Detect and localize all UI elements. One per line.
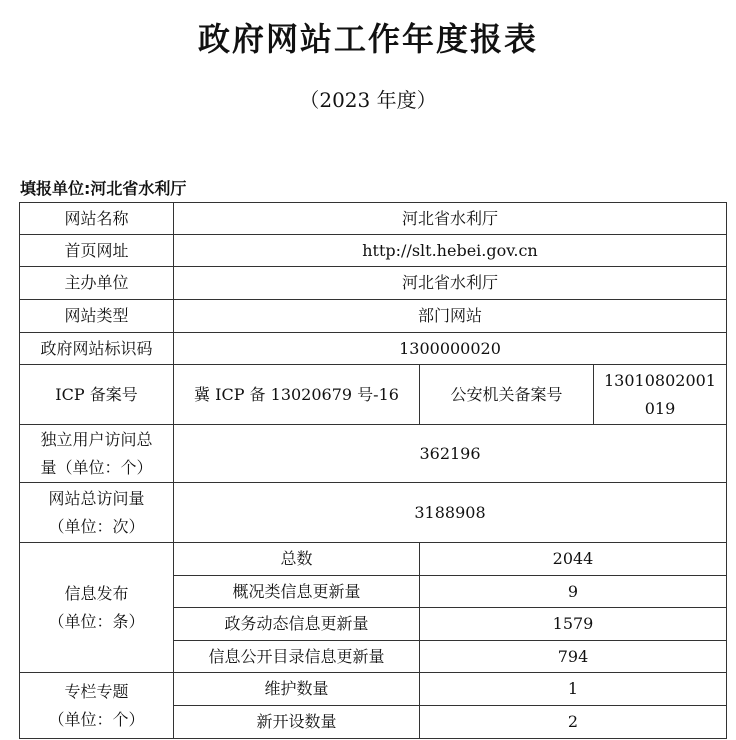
publishing-row-value: 2044 [420,543,727,576]
total-visits-label [20,483,174,543]
report-title: 政府网站工作年度报表 [197,20,538,58]
table-row [20,425,727,483]
total-visits-label-line2: （单位：次） [48,516,145,536]
publishing-label-line1: 信息发布 [64,583,129,603]
sponsor-label: 主办单位 [20,267,174,300]
table-row [20,543,727,576]
publishing-label-line2: （单位：条） [48,611,145,631]
total-visits-label-line1: 网站总访问量 [48,488,145,508]
icp-label: ICP 备案号 [20,365,174,425]
table-row [20,267,727,300]
columns-label [20,673,174,739]
publishing-row-value: 9 [420,576,727,608]
columns-label-line1: 专栏专题 [64,681,129,701]
columns-label-line2: （单位：个） [48,709,145,729]
publishing-row-label: 信息公开目录信息更新量 [174,641,420,673]
publishing-row-label: 总数 [174,543,420,576]
police-record-value-line1: 13010802001 [604,370,716,390]
site-name-value: 河北省水利厅 [174,203,727,235]
site-type-label: 网站类型 [20,300,174,333]
table-row [20,483,727,543]
publishing-row-label: 政务动态信息更新量 [174,608,420,641]
site-name-label: 网站名称 [20,203,174,235]
publishing-row-label: 概况类信息更新量 [174,576,420,608]
report-year: （2023 年度） [299,88,437,112]
report-table [19,202,727,739]
icp-value: 冀 ICP 备 13020679 号-16 [174,365,420,425]
columns-row-value: 2 [420,706,727,739]
site-id-label: 政府网站标识码 [20,333,174,365]
police-record-value [594,365,727,425]
unique-visitors-label-line1: 独立用户访问总 [40,429,153,449]
homepage-url-value[interactable]: http://slt.hebei.gov.cn [174,235,727,267]
homepage-url-label: 首页网址 [20,235,174,267]
site-type-value: 部门网站 [174,300,727,333]
sponsor-value: 河北省水利厅 [174,267,727,300]
total-visits-value: 3188908 [174,483,727,543]
table-row [20,203,727,235]
columns-row-label: 新开设数量 [174,706,420,739]
columns-row-value: 1 [420,673,727,706]
table-row [20,235,727,267]
table-row [20,333,727,365]
table-row [20,365,727,425]
publishing-label [20,543,174,673]
reporting-unit: 填报单位:河北省水利厅 [20,179,187,198]
publishing-row-value: 1579 [420,608,727,641]
table-row [20,673,727,706]
police-record-value-line2: 019 [644,398,676,418]
site-id-value: 1300000020 [174,333,727,365]
police-record-label: 公安机关备案号 [420,365,594,425]
unique-visitors-label-line2: 量（单位：个） [40,457,153,477]
unique-visitors-label [20,425,174,483]
publishing-row-value: 794 [420,641,727,673]
columns-row-label: 维护数量 [174,673,420,706]
unique-visitors-value: 362196 [174,425,727,483]
table-row [20,300,727,333]
